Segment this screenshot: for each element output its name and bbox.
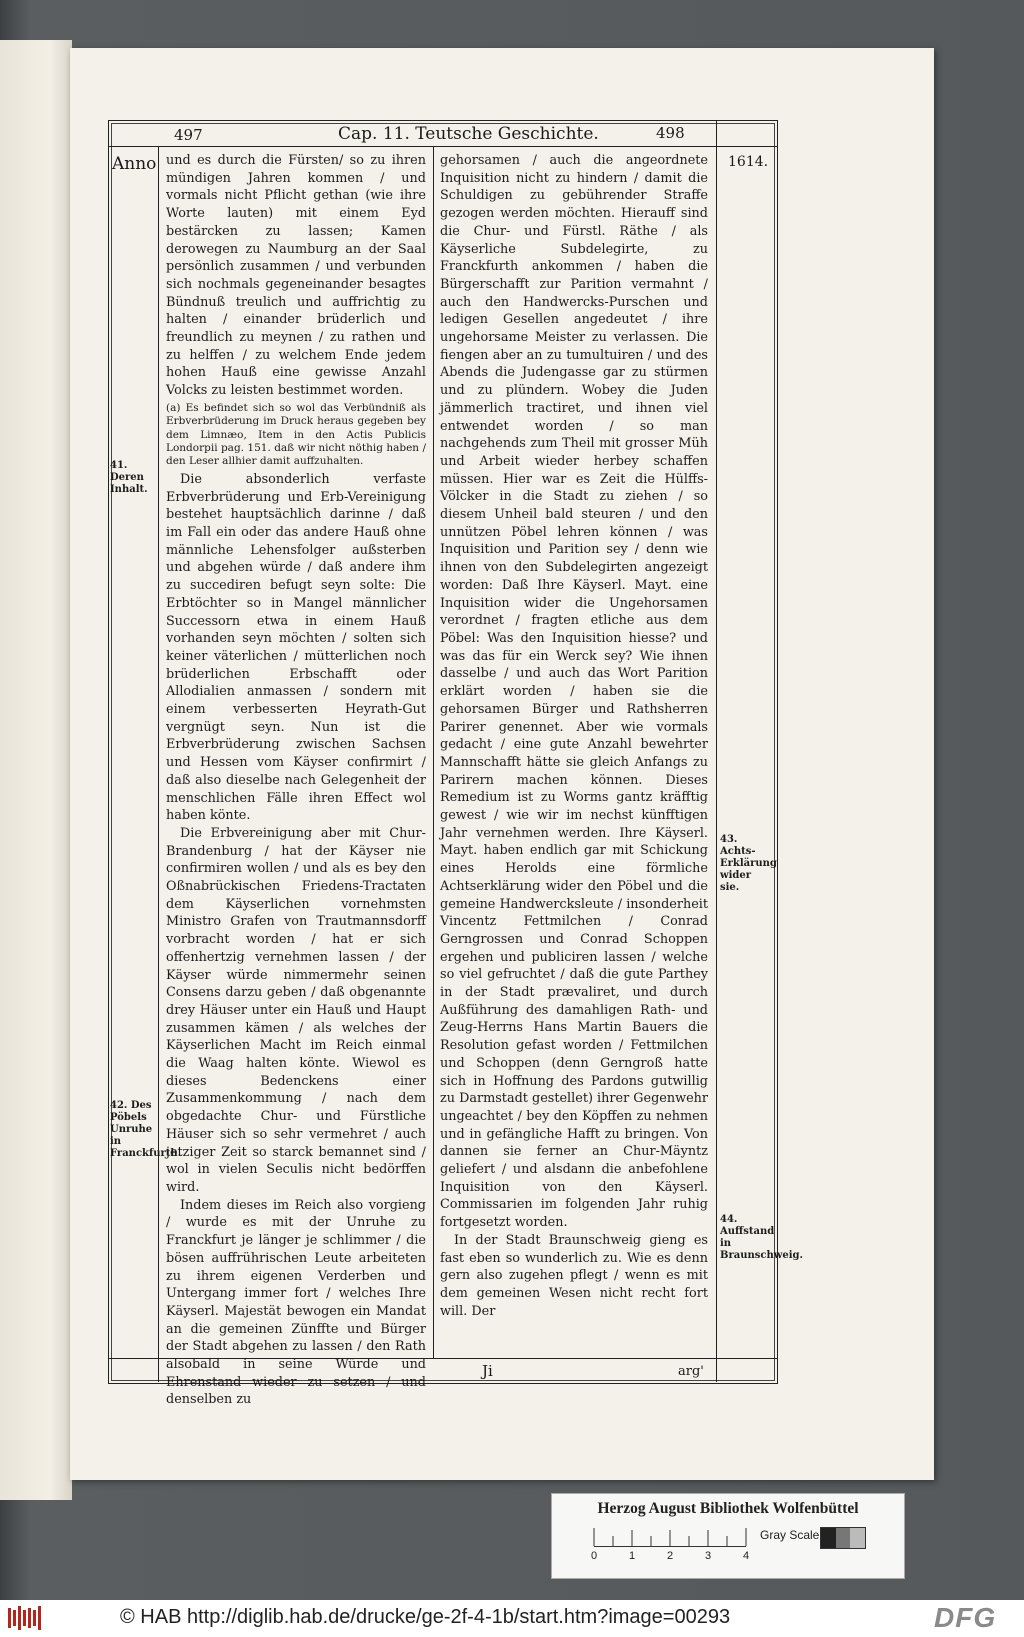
swatch-mid <box>836 1528 851 1548</box>
paragraph: Indem dieses im Reich also vorgieng / wurde es mit der Unruhe zu Franckfurt je länger je schlimmer / die bösen auffrührischen Leute arbeiteten zu ihrem eigenen Verderben und Untergang immer fort / welches Ihre Käyserl. Majestät bewogen ein Mandat an die gemeinen Zünffte und Bürger der Stadt abgehen zu lassen / den Rath alsobald in seine Würde und Ehrenstand wieder zu setzen / und denselben zu <box>166 1197 426 1408</box>
paragraph: Die absonderlich verfaste Erbverbrüderung und Erb-Vereinigung bestehet hauptsächlich darinne / daß im Fall ein oder das andere Hauß ohne männliche Lehensfolger außsterben und abgehen würde / daß andere ihm zu succediren befugt seyn solte: Die Erbtöchter so in Mangel männlicher Successorn etwa in einem Hauß vorhanden seyn möchten / solten sich keiner väterlichen / mütterlichen noch brüderlichen Erbschafft oder Allodialien anmassen / sondern mit einem verbesserten Heyrath-Gut vergnügt seyn. Nun ist die Erbverbrüderung zwischen Sachsen und Hessen vom Käyser confirmirt / daß also dieselbe nach Gelegenheit der menschlichen Fälle ihren Effect wol haben könte. <box>166 471 426 824</box>
swatch-light <box>850 1528 865 1548</box>
signature-mark: Ji <box>482 1362 493 1380</box>
gray-scale-label: Gray Scale <box>760 1528 820 1542</box>
copyright-link[interactable]: © HAB http://diglib.hab.de/drucke/ge-2f-4-1b/start.htm?image=00293 <box>120 1606 731 1628</box>
text-column-left <box>166 152 426 1408</box>
paragraph: In der Stadt Braunschweig gieng es fast eben so wunderlich zu. Wie es denn gern also zugehen pflegt / wenn es mit dem gemeinen Wesen nicht recht fort will. Der <box>440 1232 708 1319</box>
scale-number: 2 <box>667 1550 674 1562</box>
header-rule <box>108 146 778 147</box>
book-page <box>70 48 934 1480</box>
hab-logo-icon <box>6 1604 46 1632</box>
ruler-ticks <box>594 1528 746 1546</box>
library-name: Herzog August Bibliothek Wolfenbüttel <box>597 1500 859 1517</box>
margin-note-right: 44. Auffstand in Braunschweig. <box>720 1214 803 1261</box>
year-label-left: Anno <box>112 154 157 174</box>
column-divider <box>433 146 434 1358</box>
scale-number: 4 <box>743 1550 750 1562</box>
running-head: Cap. 11. Teutsche Geschichte. <box>338 124 599 144</box>
gray-scale-swatches <box>820 1527 866 1549</box>
right-margin-rule <box>716 120 717 1382</box>
ruler-scale <box>594 1528 746 1547</box>
dfg-logo: DFG <box>934 1602 997 1633</box>
scale-number: 3 <box>705 1550 712 1562</box>
paragraph: Die Erbvereinigung aber mit Chur-Brandenburg / hat der Käyser nie confirmiren wollen / und als es bey den Oßnabrückischen Friedens-Tractaten dem Käyserlichen vornehmsten Ministro Grafen von Trautmannsdorff vorbracht worden / hat er sich offenhertzig vernehmen lassen / der Käyser würde nimmermehr seinen Consens darzu geben / daß obgenannte drey Häuser unter ein Hauß und Haupt zusammen kämen / als welches der Käyserlichen Macht im Reich einmal die Waag halten könte. Wiewol es dieses Bedenckens einer Zusammenkommung / nach dem obgedachte Chur- und Fürstliche Häuser sich so sehr vermehret / auch jetziger Zeit so starck bemannet sind / wol in vielen Seculis nicht bedörffen wird. <box>166 825 426 1195</box>
scale-number: 0 <box>591 1550 598 1562</box>
catchword: arg' <box>678 1364 704 1379</box>
left-margin-rule <box>158 146 159 1382</box>
margin-note-left: 42. Des Pöbels Unruhe in Franckfurth. <box>110 1100 182 1159</box>
paragraph: und es durch die Fürsten/ so zu ihren mündigen Jahren kommen / und vormals nicht Pflicht gethan (wie ihre Worte lauten) mit einem Eyd bestärcken zu lassen; Kamen derowegen zu Naumburg an der Saal persönlich zusammen / und verbunden sich nochmals gegeneinander besagtes Bündnuß treulich und auffrichtig zu halten / einander brüderlich und freundlich zu meynen / zu rathen und zu helffen / zu welchem Ende jedem hohen Hauß eine gewisse Anzahl Volcks zu leisten bestimmet worden. <box>166 153 426 399</box>
swatch-dark <box>821 1528 836 1548</box>
margin-note-left: 41. Deren Inhalt. <box>110 460 148 495</box>
text-column-right <box>440 152 708 1356</box>
left-page-edge <box>0 40 72 1500</box>
paragraph: gehorsamen / auch die angeordnete Inquisition nicht zu hindern / damit die Schuldigen zu gebührender Straffe gezogen werden möchten. Hierauff sind die Chur- und Fürstl. Räthe / als Käyserliche Subdelegirte, zu Franckfurth ankommen / haben die Bürgerschafft zur Parition vermahnt / auch den Handwercks-Purschen und ledigen Gesellen angedeutet / ihre ungehorsame Meister zu verlassen. Die fiengen aber an zu tumultuiren / und des Abends die Judengasse gar zu stürmen und zu plündern. Wobey die Juden jämmerlich tractiret, und ihnen viel entwendet worden / so man nachgehends zum Theil mit grosser Müh und Arbeit wieder herbey schaffen müssen. Hier war es Zeit die Hülffs-Völcker in die Stadt zu ziehen / so diesem Unheil bald steuren / und den unnützen Pöbel lehren können / was Inquisition und Parition sey / denn wie ihnen von den Subdelegirten angezeigt worden: Daß Ihre Käyserl. Mayt. eine Inquisition wider die Ungehorsamen verordnet / fragten etliche aus dem Pöbel: Was den Inquisition hiesse? und was das für ein Werck sey? Wie ihnen dasselbe / und auch das Wort Parition erklärt worden / haben sie die gehorsamen Bürger und Rathsherren Parirer genennet. Aber wie vormals gedacht / eine gute Anzahl bewehrter Mannschafft hätte sie gleich Anfangs zu Parirern machen können. Dieses Remedium ist zu Worms gantz kräfftig gewest / wie wir im nechst künfftigen Jahr vernehmen werden. Ihre Käyserl. Mayt. haben endlich gar mit Schickung eines Herolds eine förmliche Achtserklärung wider den Pöbel und die gemeine Handwercksleute / insonderheit Vincentz Fettmilchen / Conrad Gerngrossen und Conrad Schoppen ergehen und publiciren lassen / welche so viel gefruchtet / daß die gute Parthey in der Stadt prævaliret, und durch Außführung des damahligen Rath- und Zeug-Herrns Hans Martin Bauers die Resolution gefast worden / Fettmilchen und Schoppen (denn Gerngroß hatte sich in Hoffnung des Pardons gutwillig zu Darmstadt gestellet) ihrer Gegenwehr ungeachtet / bey den Köpffen zu nehmen und in gefängliche Hafft zu bringen. Von dannen sie ferner an Chur-Mäyntz geliefert / und alsdann die anbefohlene Inquisition von den Käyserl. Commissarien im folgenden Jahr ruhig fortgesetzt worden. <box>440 153 708 1231</box>
scale-number: 1 <box>629 1550 636 1562</box>
margin-note-right: 43. Achts-Erklärung wider sie. <box>720 834 777 893</box>
year-label-right: 1614. <box>728 154 769 170</box>
color-calibration-card <box>551 1493 905 1579</box>
page-number-right: 498 <box>656 124 685 142</box>
page-number-left: 497 <box>174 126 203 144</box>
footnote: (a) Es befindet sich so wol das Verbündniß als Erbverbrüderung im Druck heraus gegeben bey dem Limnæo, Item in den Actis Publicis Londorpii pag. 151. daß wir nicht nöthig haben / den Leser allhier damit auffzuhalten. <box>166 401 426 468</box>
